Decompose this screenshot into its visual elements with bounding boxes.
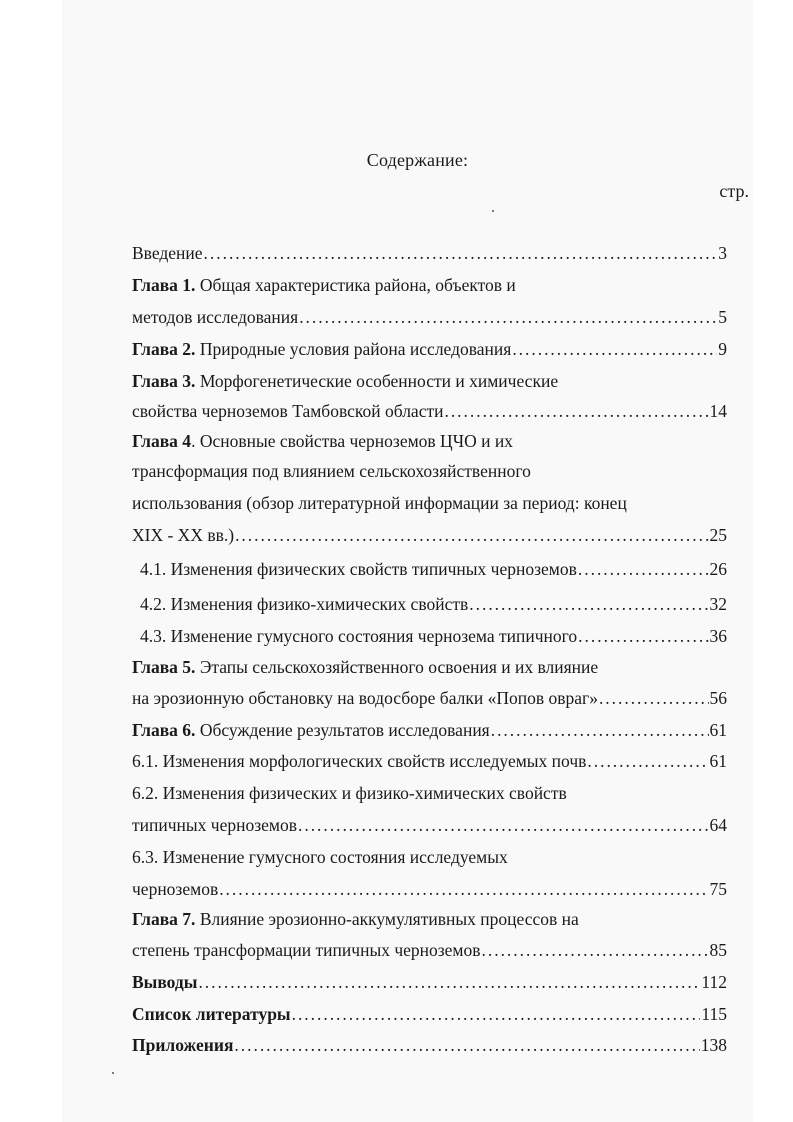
toc-line bbox=[132, 302, 727, 332]
toc-page: 75 bbox=[709, 879, 727, 899]
chapter-label: Глава 2. bbox=[132, 339, 196, 359]
toc-line bbox=[132, 874, 727, 904]
leader-dots bbox=[292, 999, 701, 1029]
toc-line bbox=[132, 1030, 727, 1060]
toc-page: 112 bbox=[701, 972, 727, 992]
chapter-label: Список литературы bbox=[132, 1004, 291, 1024]
toc-page: 138 bbox=[700, 1035, 727, 1055]
chapter-label: Приложения bbox=[132, 1035, 234, 1055]
toc-line bbox=[132, 842, 727, 872]
toc-text: Обсуждение результатов исследования bbox=[195, 720, 490, 740]
leader-dots bbox=[204, 238, 718, 268]
toc-line bbox=[132, 426, 727, 456]
toc-page: 3 bbox=[718, 243, 727, 263]
scan-speck bbox=[492, 210, 494, 212]
leader-dots bbox=[298, 810, 709, 840]
toc-page: 61 bbox=[709, 720, 727, 740]
toc-text: 6.3. Изменение гумусного состояния исследуемых bbox=[132, 847, 508, 867]
leader-dots bbox=[198, 967, 700, 997]
leader-dots bbox=[482, 935, 709, 965]
toc-page: 115 bbox=[701, 1004, 727, 1024]
chapter-label: Глава 1. bbox=[132, 275, 196, 295]
toc-page: 85 bbox=[709, 940, 727, 960]
toc-line bbox=[132, 366, 727, 396]
toc-line bbox=[132, 746, 727, 776]
toc-page: 64 bbox=[709, 815, 727, 835]
toc-line bbox=[132, 456, 727, 486]
leader-dots bbox=[491, 715, 709, 745]
toc-page: 36 bbox=[709, 626, 727, 646]
toc-text: . Основные свойства черноземов ЦЧО и их bbox=[191, 431, 513, 451]
leader-dots bbox=[444, 396, 708, 426]
toc-page: 14 bbox=[709, 401, 727, 421]
toc-line bbox=[140, 589, 727, 619]
toc-text: черноземов bbox=[132, 879, 219, 899]
leader-dots bbox=[219, 874, 708, 904]
toc-line bbox=[132, 520, 727, 550]
leader-dots bbox=[469, 589, 708, 619]
toc-line bbox=[132, 778, 727, 808]
toc-text: трансформация под влиянием сельскохозяйственного bbox=[132, 461, 531, 481]
toc-page: 32 bbox=[709, 594, 727, 614]
toc-line bbox=[132, 270, 727, 300]
chapter-label: Глава 7. bbox=[132, 909, 196, 929]
toc-line bbox=[140, 554, 727, 584]
toc-text: степень трансформации типичных черноземов bbox=[132, 940, 481, 960]
toc-text: Общая характеристика района, объектов и bbox=[195, 275, 516, 295]
toc-line bbox=[132, 935, 727, 965]
toc-line bbox=[132, 715, 727, 745]
toc-page: 56 bbox=[709, 688, 727, 708]
page-title: Содержание: bbox=[366, 150, 469, 170]
page-column-label: стр. bbox=[719, 181, 749, 201]
toc-text: 4.3. Изменение гумусного состояния чернозема типичного bbox=[140, 626, 578, 646]
toc-text: типичных черноземов bbox=[132, 815, 297, 835]
chapter-label: Выводы bbox=[132, 972, 198, 992]
toc-text: Этапы сельскохозяйственного освоения и их влияние bbox=[195, 657, 599, 677]
toc-line bbox=[132, 967, 727, 997]
chapter-label: Глава 6. bbox=[132, 720, 196, 740]
toc-text: 6.2. Изменения физических и физико-химических свойств bbox=[132, 783, 567, 803]
toc-line bbox=[132, 999, 727, 1029]
toc-text: Природные условия района исследования bbox=[195, 339, 512, 359]
toc-page: 61 bbox=[709, 751, 727, 771]
scan-speck bbox=[112, 1072, 114, 1074]
toc-text: методов исследования bbox=[132, 307, 299, 327]
leader-dots bbox=[512, 334, 717, 364]
toc-line bbox=[140, 621, 727, 651]
leader-dots bbox=[578, 621, 708, 651]
toc-line bbox=[132, 904, 727, 934]
leader-dots bbox=[587, 746, 708, 776]
leader-dots bbox=[235, 520, 708, 550]
leader-dots bbox=[234, 1030, 699, 1060]
toc-text: использования (обзор литературной информации за период: конец bbox=[132, 493, 627, 513]
toc-line bbox=[132, 683, 727, 713]
toc-text: 4.2. Изменения физико-химических свойств bbox=[140, 594, 469, 614]
toc-text: Влияние эрозионно-аккумулятивных процессов на bbox=[195, 909, 579, 929]
toc-line bbox=[132, 488, 727, 518]
chapter-label: Глава 5. bbox=[132, 657, 196, 677]
toc-text: 6.1. Изменения морфологических свойств исследуемых почв bbox=[132, 751, 587, 771]
toc-text: Морфогенетические особенности и химические bbox=[195, 371, 559, 391]
toc-text: XIX - XX вв.) bbox=[132, 525, 235, 545]
toc-line bbox=[132, 238, 727, 268]
toc-page: 5 bbox=[718, 307, 727, 327]
toc-text: Введение bbox=[132, 243, 203, 263]
toc-text: 4.1. Изменения физических свойств типичных черноземов bbox=[140, 559, 577, 579]
toc-page: 9 bbox=[718, 339, 727, 359]
leader-dots bbox=[578, 554, 709, 584]
toc-line bbox=[132, 334, 727, 364]
toc-line bbox=[132, 810, 727, 840]
toc-text: свойства черноземов Тамбовской области bbox=[132, 401, 444, 421]
toc-line bbox=[132, 396, 727, 426]
toc-line bbox=[132, 652, 727, 682]
leader-dots bbox=[299, 302, 717, 332]
toc-page: 25 bbox=[709, 525, 727, 545]
toc-page: 26 bbox=[709, 559, 727, 579]
chapter-label: Глава 3. bbox=[132, 371, 196, 391]
toc-text: на эрозионную обстановку на водосборе балки «Попов овраг» bbox=[132, 688, 598, 708]
leader-dots bbox=[599, 683, 709, 713]
chapter-label: Глава 4 bbox=[132, 431, 192, 451]
